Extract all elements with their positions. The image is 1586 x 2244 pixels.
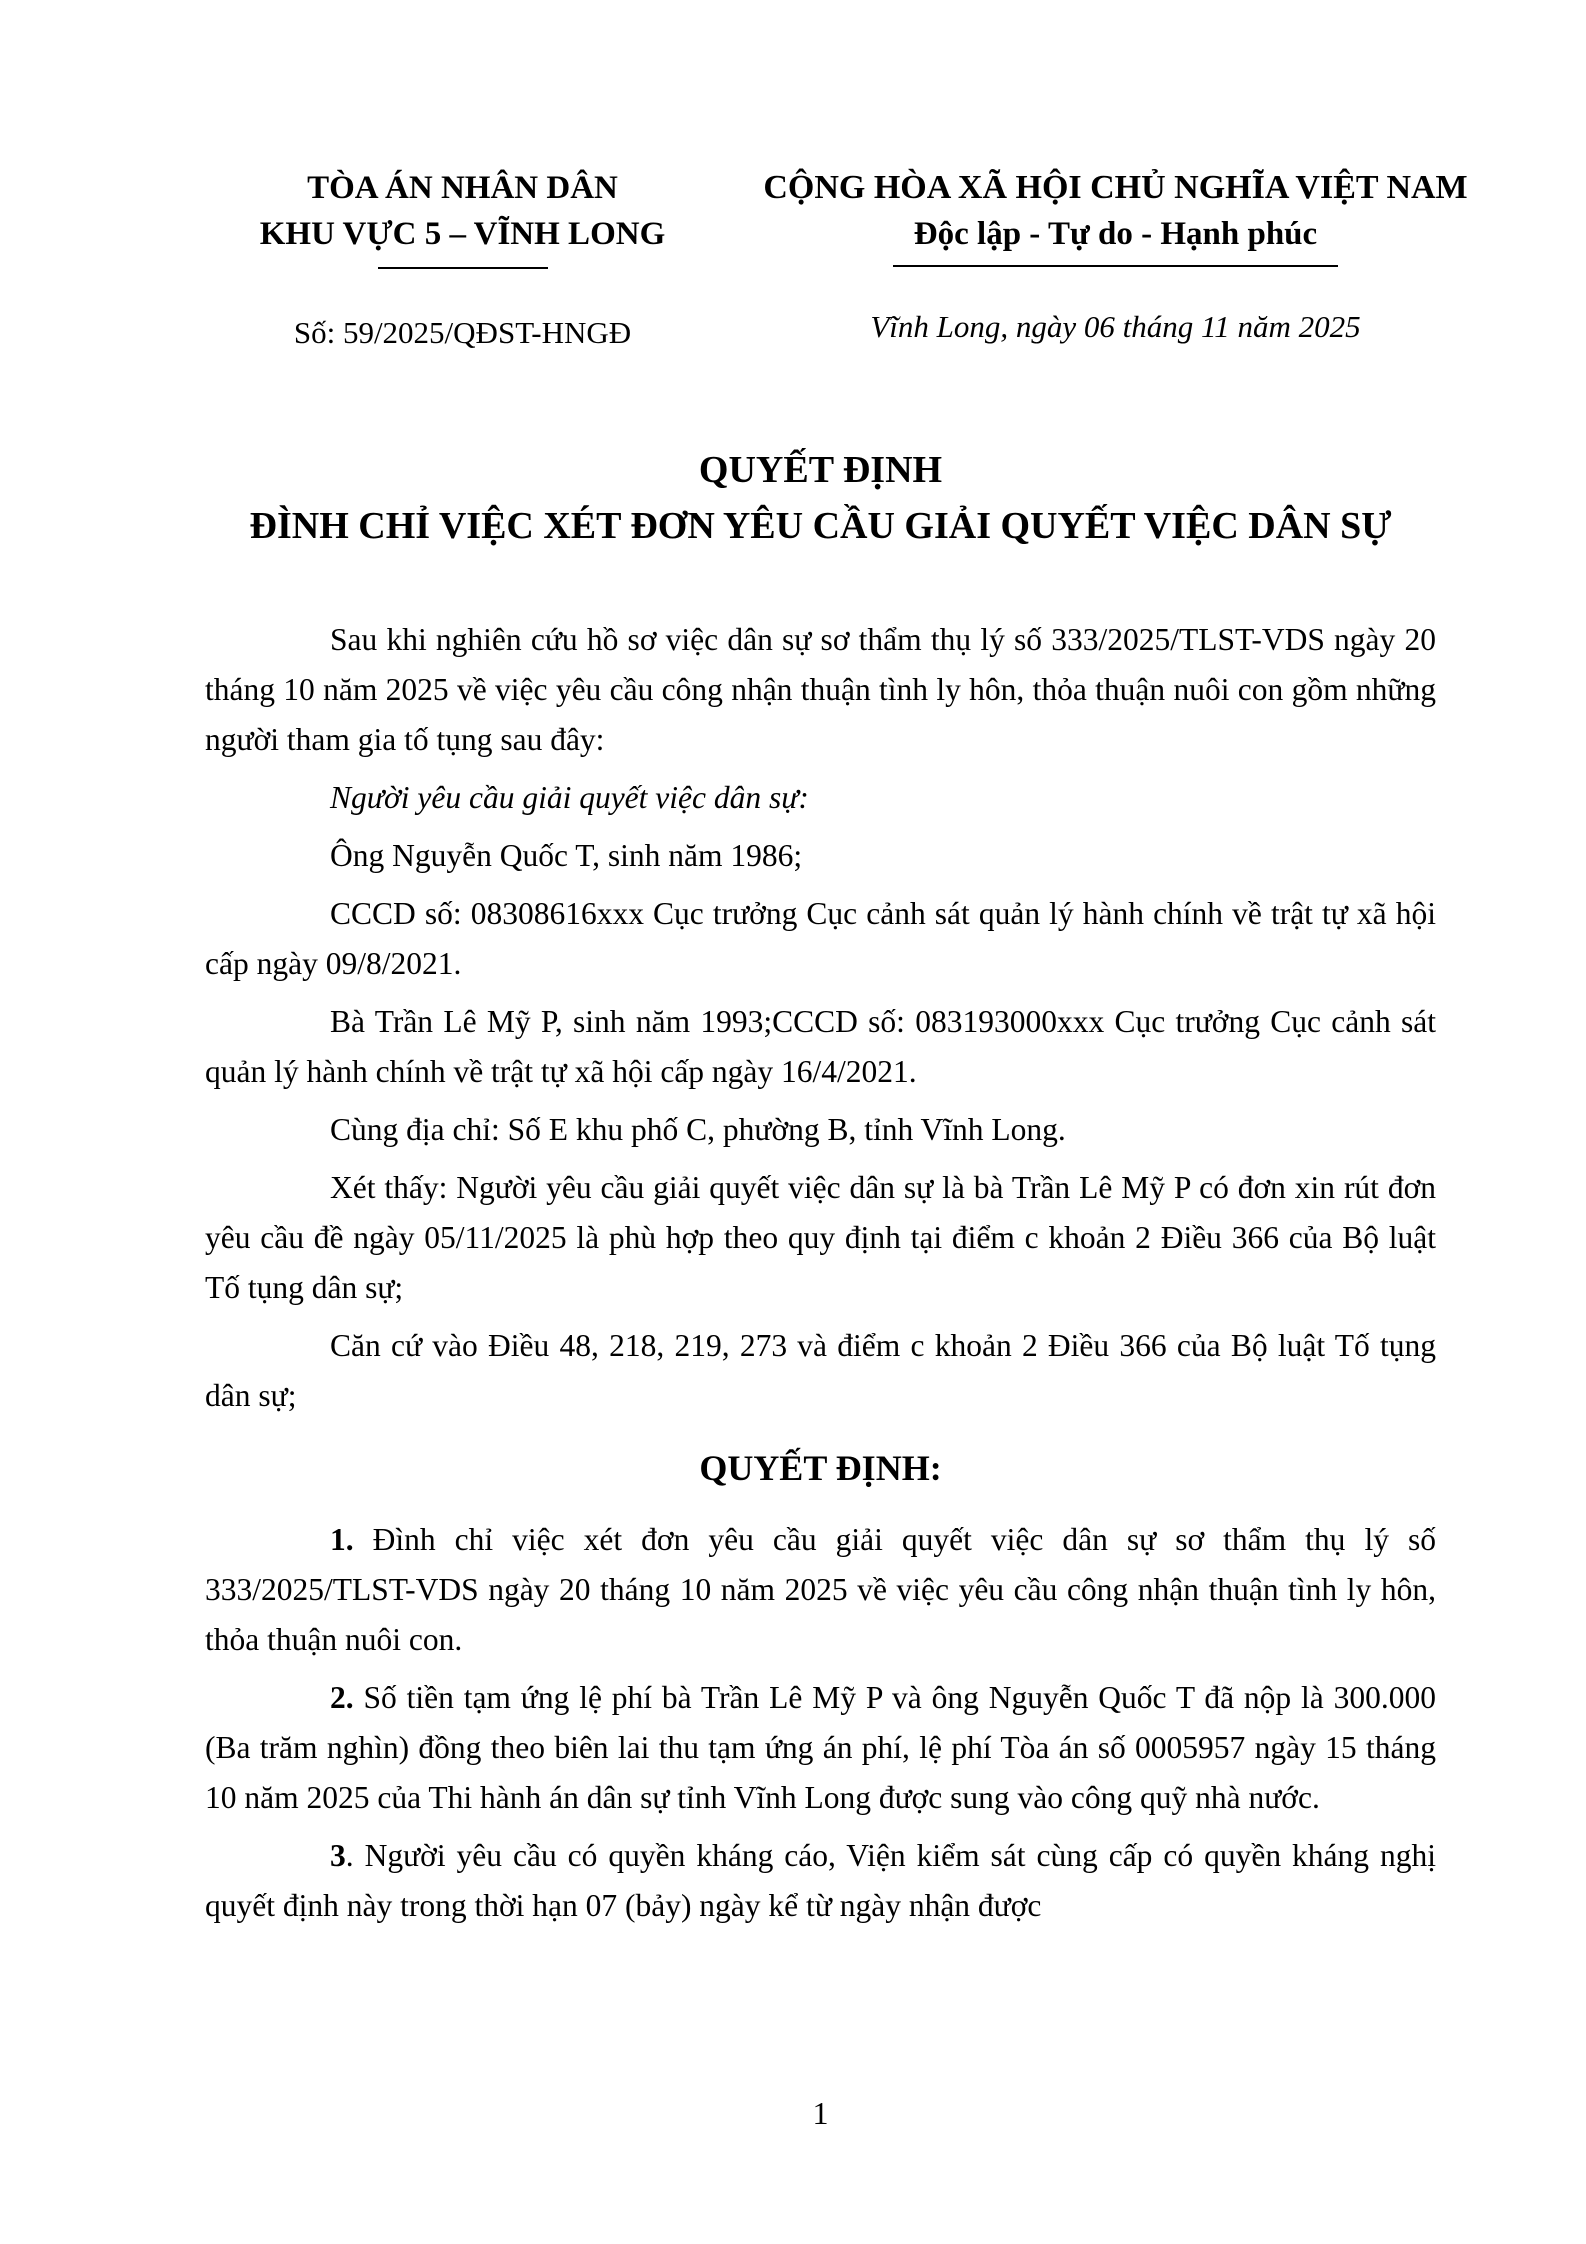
document-title: QUYẾT ĐỊNH bbox=[698, 449, 943, 491]
paragraph-legal-basis: Căn cứ vào Điều 48, 218, 219, 273 và điểm c khoản 2 Điều 366 của Bộ luật Tố tụng dân sự; bbox=[205, 1328, 1436, 1413]
decision-1-text: Đình chỉ việc xét đơn yêu cầu giải quyết việc dân sự sơ thẩm thụ lý số 333/2025/TLST-VDS ngày 20 tháng 10 năm 2025 về việc yêu cầu công nhận thuận tình ly hôn, thỏa thuận nuôi con. bbox=[205, 1522, 1436, 1657]
paragraph-decision-1 bbox=[205, 1515, 1436, 1665]
paragraph-address: Cùng địa chỉ: Số E khu phố C, phường B, tỉnh Vĩnh Long. bbox=[330, 1112, 1066, 1147]
decision-3-text: . Người yêu cầu có quyền kháng cáo, Viện kiểm sát cùng cấp có quyền kháng nghị quyết định này trong thời hạn 07 (bảy) ngày kể từ ngày nhận được bbox=[205, 1838, 1436, 1923]
decision-2-number: 2. bbox=[330, 1680, 354, 1715]
document-number: Số: 59/2025/QĐST-HNGĐ bbox=[293, 315, 632, 350]
document-subtitle: ĐÌNH CHỈ VIỆC XÉT ĐƠN YÊU CẦU GIẢI QUYẾT VIỆC DÂN SỰ bbox=[249, 505, 1392, 547]
decision-1-number: 1. bbox=[330, 1522, 354, 1557]
decision-2-text: Số tiền tạm ứng lệ phí bà Trần Lê Mỹ P và ông Nguyễn Quốc T đã nộp là 300.000 (Ba trăm nghìn) đồng theo biên lai thu tạm ứng án phí, lệ phí Tòa án số 0005957 ngày 15 tháng 10 năm 2025 của Thi hành án dân sự tỉnh Vĩnh Long được sung vào công quỹ nhà nước. bbox=[205, 1680, 1436, 1815]
place-date-line: Vĩnh Long, ngày 06 tháng 11 năm 2025 bbox=[870, 309, 1361, 344]
paragraph-decision-2 bbox=[205, 1673, 1436, 1823]
national-motto-line2: Độc lập - Tự do - Hạnh phúc bbox=[913, 216, 1318, 252]
decision-section-heading: QUYẾT ĐỊNH: bbox=[699, 1448, 942, 1488]
paragraph-person1: Ông Nguyễn Quốc T, sinh năm 1986; bbox=[330, 838, 803, 873]
court-header-block bbox=[175, 165, 750, 351]
paragraph-decision-3 bbox=[205, 1831, 1436, 1931]
national-header-block bbox=[750, 165, 1481, 351]
paragraph-requester-label: Người yêu cầu giải quyết việc dân sự: bbox=[330, 780, 809, 815]
national-motto-line1: CỘNG HÒA XÃ HỘI CHỦ NGHĨA VIỆT NAM bbox=[763, 169, 1468, 206]
court-header-rule bbox=[378, 267, 548, 269]
document-title-block bbox=[205, 443, 1436, 555]
paragraph-intro: Sau khi nghiên cứu hồ sơ việc dân sự sơ thẩm thụ lý số 333/2025/TLST-VDS ngày 20 tháng 10 năm 2025 về việc yêu cầu công nhận thuận tình ly hôn, thỏa thuận nuôi con gồm những người tham gia tố tụng sau đây: bbox=[205, 622, 1436, 757]
document-header bbox=[0, 165, 1586, 351]
court-name-line1: TÒA ÁN NHÂN DÂN bbox=[307, 170, 618, 206]
document-body bbox=[205, 615, 1436, 1931]
paragraph-person1-id: CCCD số: 08308616xxx Cục trưởng Cục cảnh sát quản lý hành chính về trật tự xã hội cấp ngày 09/8/2021. bbox=[205, 896, 1436, 981]
paragraph-person2: Bà Trần Lê Mỹ P, sinh năm 1993;CCCD số: 083193000xxx Cục trưởng Cục cảnh sát quản lý hành chính về trật tự xã hội cấp ngày 16/4/2021. bbox=[205, 1004, 1436, 1089]
court-name-line2: KHU VỰC 5 – VĨNH LONG bbox=[259, 216, 666, 252]
national-header-rule bbox=[893, 265, 1338, 267]
page-number: 1 bbox=[812, 2095, 829, 2131]
paragraph-finding: Xét thấy: Người yêu cầu giải quyết việc dân sự là bà Trần Lê Mỹ P có đơn xin rút đơn yêu cầu đề ngày 05/11/2025 là phù hợp theo quy định tại điểm c khoản 2 Điều 366 của Bộ luật Tố tụng dân sự; bbox=[205, 1170, 1436, 1305]
decision-3-number: 3 bbox=[330, 1838, 346, 1873]
